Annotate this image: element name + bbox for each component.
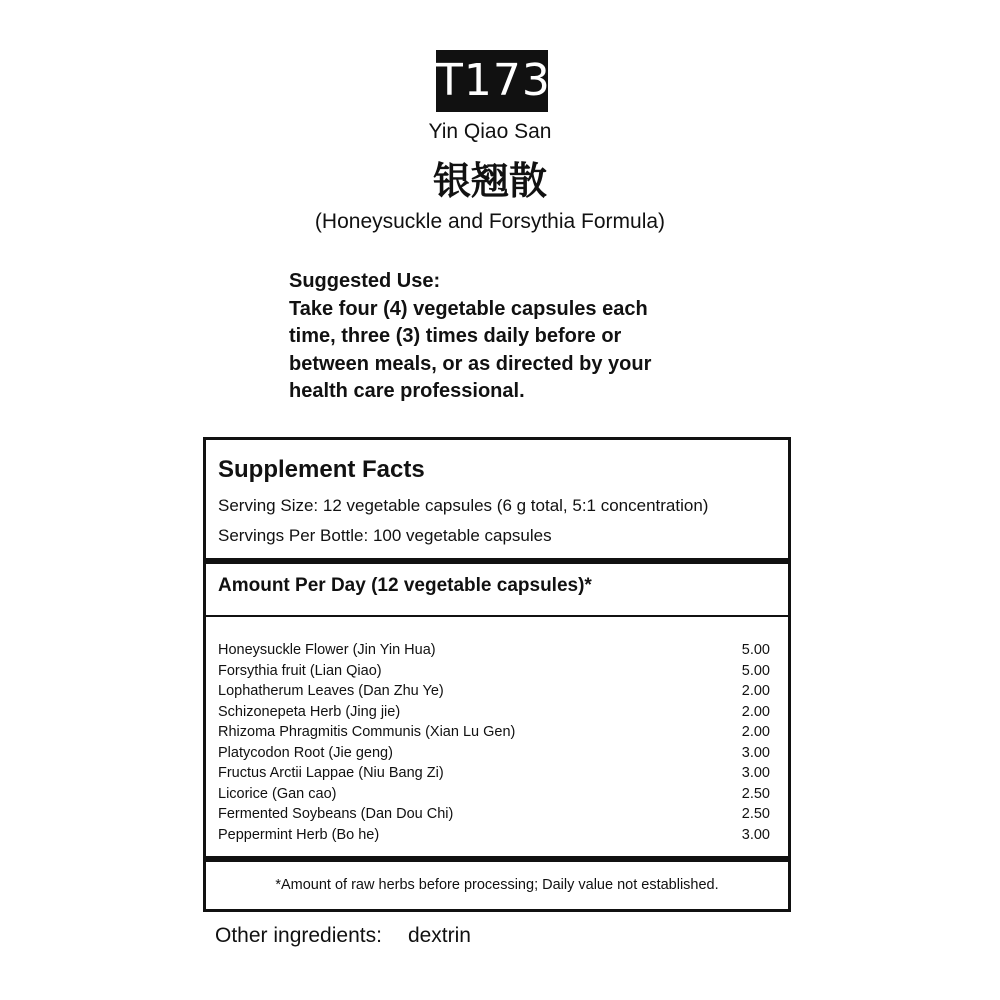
- ingredient-row: [218, 763, 770, 784]
- servings-per-bottle: Servings Per Bottle: 100 vegetable capsules: [218, 526, 552, 545]
- ingredient-amount: 5.00: [741, 662, 770, 679]
- suggested-use-line: time, three (3) times daily before or: [289, 325, 622, 347]
- ingredient-amount: 5.00: [741, 642, 770, 658]
- other-ingredients: [215, 924, 471, 948]
- product-code: T173: [436, 50, 548, 112]
- supplement-facts-title: Supplement Facts: [218, 456, 425, 483]
- pinyin-name: Yin Qiao San: [428, 120, 552, 143]
- ingredient-amount: 3.00: [741, 826, 770, 843]
- other-ingredients-label: Other ingredients:: [215, 924, 382, 947]
- ingredient-row: [218, 702, 770, 723]
- ingredient-amount: 2.00: [741, 683, 770, 699]
- ingredient-name: Platycodon Root (Jie geng): [218, 744, 393, 761]
- suggested-use-line: Take four (4) vegetable capsules each: [289, 297, 648, 320]
- ingredient-row: [218, 804, 770, 825]
- other-ingredients-value: dextrin: [407, 924, 471, 947]
- ingredient-name: Rhizoma Phragmitis Communis (Xian Lu Gen): [218, 724, 516, 740]
- ingredient-name: Forsythia fruit (Lian Qiao): [218, 662, 382, 679]
- ingredient-name: Peppermint Herb (Bo he): [218, 826, 380, 843]
- ingredient-amount: 3.00: [741, 744, 770, 761]
- ingredient-row: [218, 743, 770, 764]
- ingredient-amount: 2.00: [741, 703, 770, 720]
- suggested-use-heading: Suggested Use:: [289, 270, 441, 292]
- ingredient-name: Lophatherum Leaves (Dan Zhu Ye): [218, 683, 444, 699]
- ingredient-row: [218, 722, 770, 743]
- ingredient-name: Honeysuckle Flower (Jin Yin Hua): [218, 642, 436, 658]
- ingredient-amount: 2.00: [741, 724, 770, 740]
- amount-per-day-header: Amount Per Day (12 vegetable capsules)*: [218, 575, 592, 596]
- ingredient-name: Licorice (Gan cao): [218, 785, 337, 802]
- ingredient-row: [218, 825, 770, 846]
- ingredient-row: [218, 784, 770, 805]
- ingredient-amount: 2.50: [741, 806, 770, 822]
- ingredient-name: Schizonepeta Herb (Jing jie): [218, 703, 401, 720]
- supplement-facts-panel: [203, 437, 791, 912]
- ingredient-row: [218, 661, 770, 682]
- ingredient-row: [218, 640, 770, 661]
- chinese-name: 银翘散: [432, 158, 547, 203]
- thick-divider: [206, 856, 788, 862]
- ingredient-row: [218, 681, 770, 702]
- ingredient-list: [218, 640, 770, 845]
- ingredient-name: Fermented Soybeans (Dan Dou Chi): [218, 806, 454, 822]
- suggested-use-line: between meals, or as directed by your: [289, 352, 652, 375]
- ingredient-amount: 3.00: [741, 765, 770, 781]
- suggested-use-line: health care professional.: [289, 380, 525, 402]
- suggested-use: [289, 268, 709, 406]
- ingredient-amount: 2.50: [741, 785, 770, 802]
- serving-size: Serving Size: 12 vegetable capsules (6 g total, 5:1 concentration): [218, 496, 709, 515]
- english-name: (Honeysuckle and Forsythia Formula): [314, 210, 666, 233]
- thin-divider: [206, 615, 788, 617]
- thick-divider: [206, 558, 788, 564]
- ingredient-name: Fructus Arctii Lappae (Niu Bang Zi): [218, 765, 444, 781]
- footnote: *Amount of raw herbs before processing; Daily value not established.: [275, 877, 719, 893]
